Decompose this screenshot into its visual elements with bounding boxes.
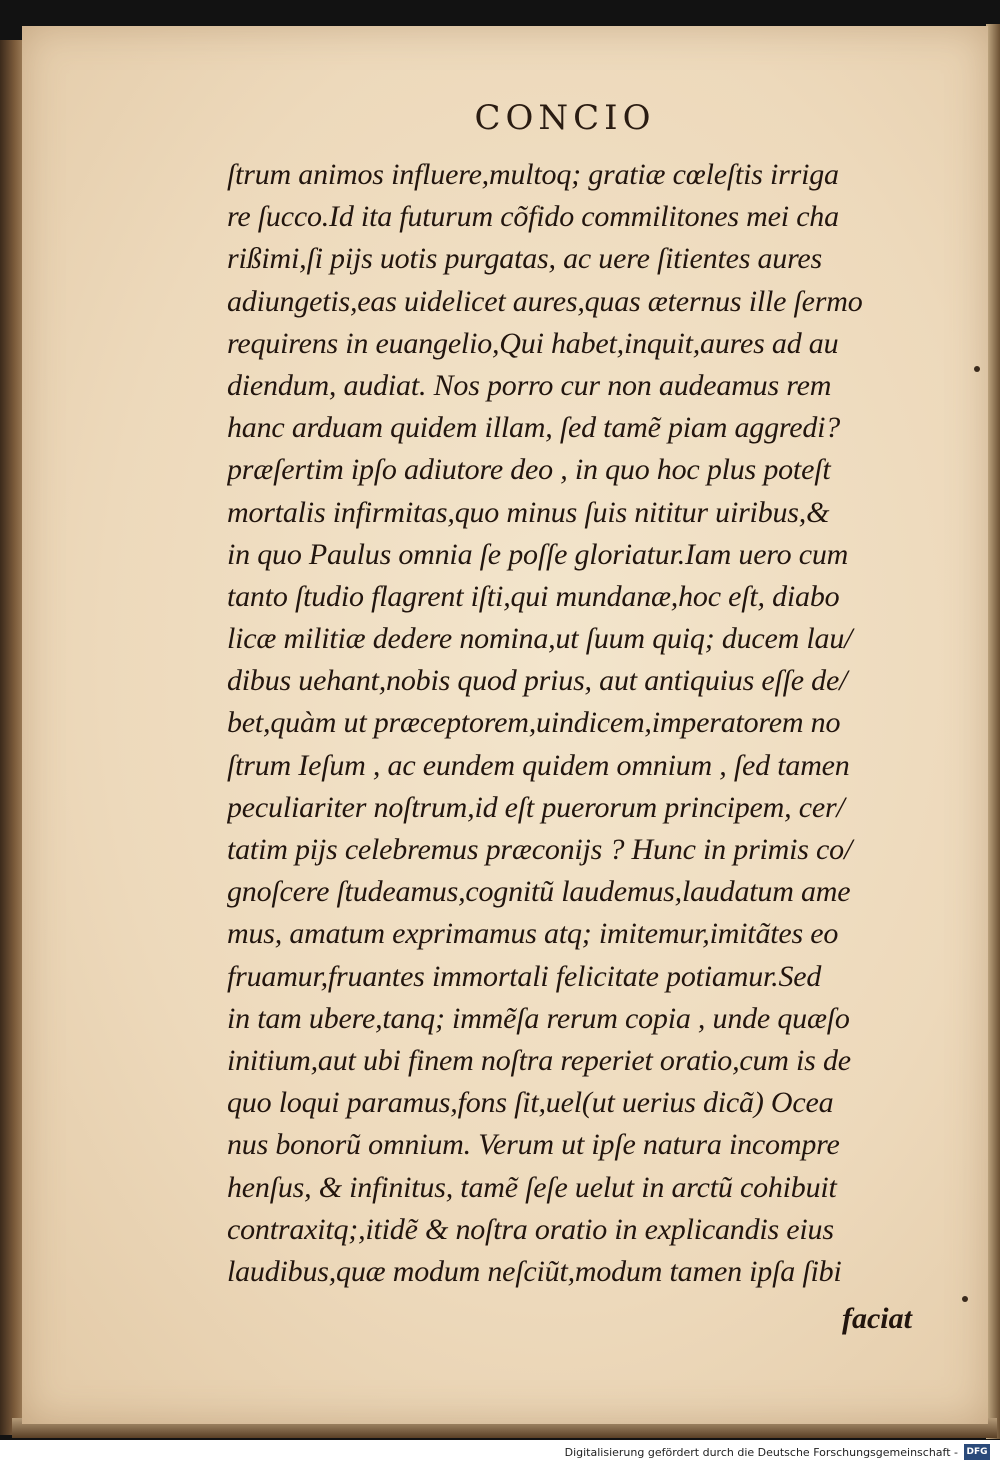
running-head: CONCIO <box>474 98 656 138</box>
text-line: adiungetis,eas uidelicet aures,quas æternus ille ſermo <box>227 284 863 318</box>
text-line: diendum, audiat. Nos porro cur non audeamus rem <box>227 368 832 402</box>
text-line: ſtrum animos influere,multoq; gratiæ cœleſtis irriga <box>227 158 839 191</box>
ink-spot <box>974 366 980 372</box>
text-line: requirens in euangelio,Qui habet,inquit,aures ad au <box>227 326 839 360</box>
text-line: in tam ubere,tanq; immẽſa rerum copia , unde quæſo <box>227 1001 850 1035</box>
text-line: mortalis infirmitas,quo minus ſuis nititur uiribus,& <box>227 495 830 529</box>
book-edge-right <box>986 24 1000 1439</box>
text-line: tatim pijs celebremus præconijs ? Hunc in primis co/ <box>227 833 853 866</box>
text-line: re ſucco.Id ita futurum cõfido commilitones mei cha <box>227 200 839 234</box>
text-line: hanc arduam quidem illam, ſed tamẽ piam aggredi? <box>227 411 841 445</box>
ink-spot <box>962 1296 968 1302</box>
text-line: dibus uehant,nobis quod prius, aut antiquius eſſe de/ <box>227 664 848 698</box>
text-line: præſertim ipſo adiutore deo , in quo hoc plus poteſt <box>227 453 831 487</box>
text-line: quo loqui paramus,fons ſit,uel(ut uerius dicã) Ocea <box>227 1086 834 1120</box>
text-line: tanto ſtudio flagrent iſti,qui mundanæ,hoc eſt, diabo <box>227 579 840 613</box>
text-line: contraxitq;,itidẽ & noſtra oratio in explicandis eius <box>227 1212 834 1246</box>
text-line: initium,aut ubi finem noſtra reperiet oratio,cum is de <box>227 1043 851 1077</box>
text-line: licæ militiæ dedere nomina,ut ſuum quiq; ducem lau/ <box>227 622 853 656</box>
dfg-logo-icon: DFG <box>964 1444 990 1460</box>
text-line: gnoſcere ſtudeamus,cognitũ laudemus,laudatum ame <box>227 875 851 909</box>
text-line: fruamur,fruantes immortali felicitate potiamur.Sed <box>227 959 822 993</box>
text-line: ſtrum Ieſum , ac eundem quidem omnium , ſed tamen <box>227 748 850 782</box>
footer-credit: Digitalisierung gefördert durch die Deutsche Forschungsgemeinschaft - <box>564 1446 958 1459</box>
book-page <box>22 26 988 1424</box>
text-line: rißimi,ſi pijs uotis purgatas, ac uere ſitientes aures <box>227 242 823 276</box>
text-line: peculiariter noſtrum,id eſt puerorum principem, cer/ <box>227 790 845 824</box>
text-line: mus, amatum exprimamus atq; imitemur,imitãtes eo <box>227 917 839 951</box>
text-line: laudibus,quæ modum neſciũt,modum tamen ipſa ſibi <box>227 1254 842 1288</box>
body-text <box>227 154 945 1293</box>
catchword: faciat <box>842 1302 912 1335</box>
text-line: henſus, & infinitus, tamẽ ſeſe uelut in arctũ cohibuit <box>227 1170 837 1204</box>
text-line: in quo Paulus omnia ſe poſſe gloriatur.Iam uero cum <box>227 537 849 571</box>
text-line: nus bonorũ omnium. Verum ut ipſe natura incompre <box>227 1128 840 1162</box>
text-line: bet,quàm ut præceptorem,uindicem,imperatorem no <box>227 706 841 740</box>
